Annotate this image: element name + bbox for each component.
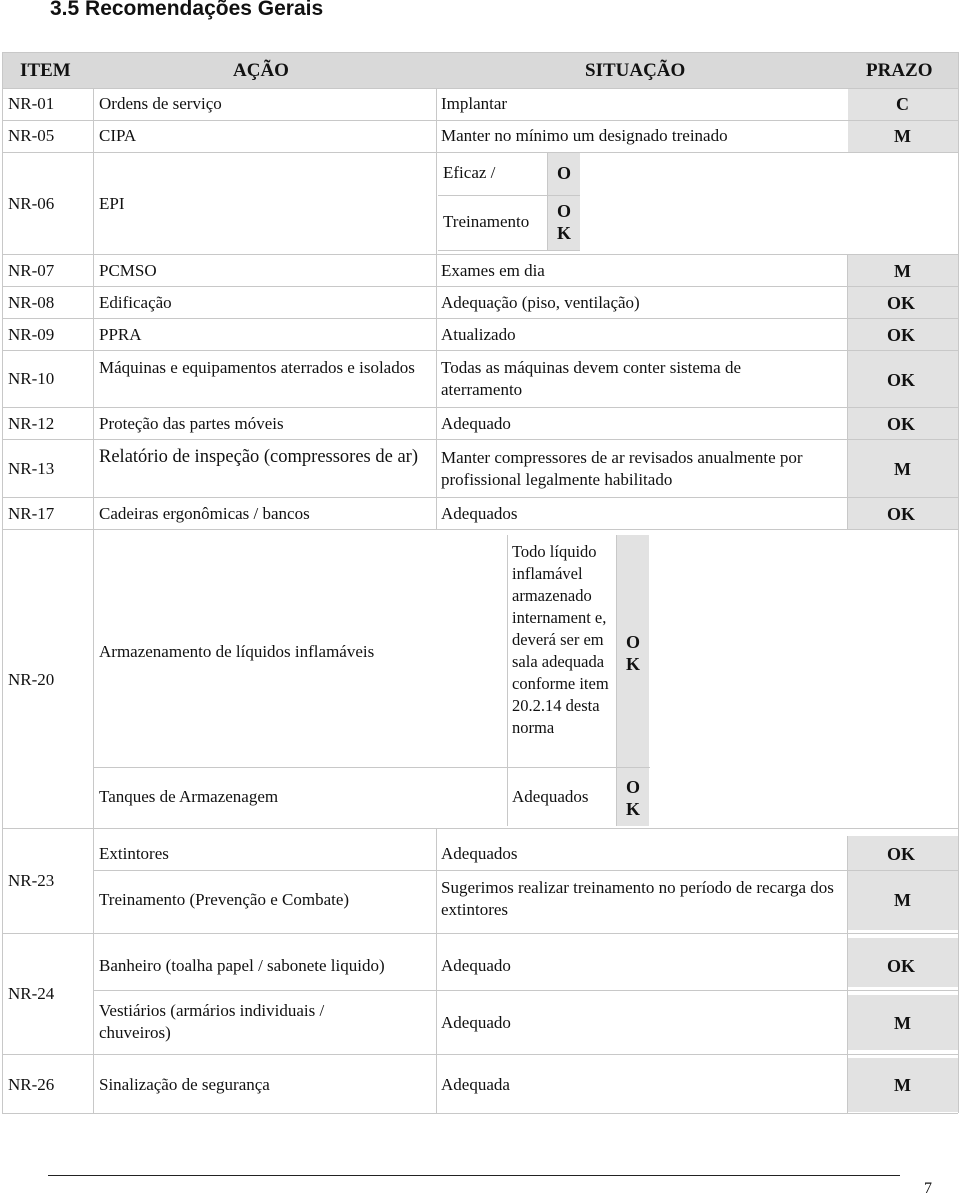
prazo-nr20-sub1: O K	[626, 632, 641, 674]
row-divider	[2, 439, 958, 440]
row-divider	[2, 318, 958, 319]
item-nr09: NR-09	[8, 325, 55, 344]
row-divider	[2, 933, 958, 934]
col-divider	[958, 52, 959, 1113]
acao-nr05: CIPA	[99, 126, 137, 145]
section-title: 3.5 Recomendações Gerais	[50, 0, 324, 20]
situacao-nr17: Adequados	[441, 504, 518, 523]
row-divider	[2, 1054, 958, 1055]
col-divider	[547, 153, 548, 250]
acao-nr08: Edificação	[99, 293, 172, 312]
table-header	[2, 52, 958, 88]
prazo-nr20-sub2: O K	[626, 777, 641, 819]
col-divider	[507, 535, 508, 826]
prazo-nr07: M	[894, 261, 911, 281]
col-divider	[847, 836, 848, 1113]
situacao-nr06-sub2: Treinamento	[443, 212, 530, 231]
situacao-nr26: Adequada	[441, 1075, 510, 1094]
header-prazo: PRAZO	[866, 60, 933, 81]
row-divider	[438, 195, 580, 196]
acao-nr23-sub1: Extintores	[99, 844, 169, 863]
acao-nr07: PCMSO	[99, 261, 157, 280]
situacao-nr01: Implantar	[441, 94, 508, 113]
situacao-nr09: Atualizado	[441, 325, 516, 344]
situacao-nr07: Exames em dia	[441, 261, 545, 280]
item-nr24: NR-24	[8, 984, 55, 1003]
col-divider	[93, 88, 94, 1113]
row-divider	[94, 990, 958, 991]
acao-nr10: Máquinas e equipamentos aterrados e isolados	[99, 358, 415, 377]
acao-nr01: Ordens de serviço	[99, 94, 222, 113]
row-divider	[2, 497, 958, 498]
acao-nr12: Proteção das partes móveis	[99, 414, 284, 433]
prazo-nr01: C	[896, 94, 909, 114]
row-divider	[2, 828, 958, 829]
row-divider	[2, 120, 958, 121]
acao-nr17: Cadeiras ergonômicas / bancos	[99, 504, 310, 523]
prazo-nr24-sub1: OK	[887, 956, 916, 976]
prazo-nr05: M	[894, 126, 911, 146]
prazo-nr24-sub2: M	[894, 1013, 911, 1033]
col-divider	[616, 535, 617, 826]
item-nr17: NR-17	[8, 504, 55, 523]
header-acao: AÇÃO	[233, 60, 289, 81]
col-divider	[2, 52, 3, 1113]
item-nr06: NR-06	[8, 194, 55, 213]
header-item: ITEM	[20, 60, 71, 81]
row-divider	[2, 52, 958, 53]
col-divider	[436, 829, 437, 1113]
acao-nr13: Relatório de inspeção (compressores de ar)	[99, 447, 418, 467]
row-divider	[94, 870, 958, 871]
page-number: 7	[924, 1180, 932, 1197]
row-divider	[2, 350, 958, 351]
item-nr13: NR-13	[8, 459, 55, 478]
prazo-nr23-sub1: OK	[887, 844, 916, 864]
situacao-nr06-sub1: Eficaz /	[443, 163, 496, 182]
acao-nr06: EPI	[99, 194, 125, 213]
item-nr23: NR-23	[8, 871, 55, 890]
prazo-nr13: M	[894, 459, 911, 479]
row-divider	[2, 529, 958, 530]
row-divider	[2, 1113, 958, 1114]
item-nr05: NR-05	[8, 126, 55, 145]
prazo-nr06-sub2: O K	[557, 201, 572, 243]
row-divider	[2, 88, 958, 89]
row-divider	[438, 250, 580, 251]
prazo-nr17: OK	[887, 504, 916, 524]
situacao-nr08: Adequação (piso, ventilação)	[441, 293, 640, 312]
col-divider	[436, 88, 437, 529]
row-divider	[2, 254, 958, 255]
situacao-nr10: Todas as máquinas devem conter sistema de aterramento	[441, 358, 741, 399]
row-divider	[94, 767, 650, 768]
acao-nr20-sub1: Armazenamento de líquidos inflamáveis	[99, 642, 375, 661]
prazo-nr10: OK	[887, 370, 916, 390]
col-divider	[847, 255, 848, 529]
situacao-nr24-sub2: Adequado	[441, 1013, 511, 1032]
header-situacao: SITUAÇÃO	[585, 60, 686, 81]
situacao-nr12: Adequado	[441, 414, 511, 433]
prazo-nr23-sub2: M	[894, 890, 911, 910]
situacao-nr23-sub2: Sugerimos realizar treinamento no período de recarga dos extintores	[441, 878, 834, 919]
row-divider	[2, 286, 958, 287]
item-nr10: NR-10	[8, 369, 55, 388]
item-nr12: NR-12	[8, 414, 55, 433]
row-divider	[2, 407, 958, 408]
acao-nr24-sub2: Vestiários (armários individuais / chuveiros)	[99, 1001, 325, 1042]
prazo-nr08: OK	[887, 293, 916, 313]
acao-nr23-sub2: Treinamento (Prevenção e Combate)	[99, 890, 350, 909]
item-nr08: NR-08	[8, 293, 55, 312]
prazo-nr26: M	[894, 1075, 911, 1095]
prazo-nr09: OK	[887, 325, 916, 345]
situacao-nr20-sub1: Todo líquido inflamável armazenado internament e, deverá ser em sala adequada conforme item 20.2.14 desta norma	[512, 542, 609, 737]
acao-nr09: PPRA	[99, 325, 142, 344]
situacao-nr24-sub1: Adequado	[441, 956, 511, 975]
situacao-nr20-sub2: Adequados	[512, 787, 589, 806]
acao-nr26: Sinalização de segurança	[99, 1075, 270, 1094]
footer-rule	[48, 1175, 900, 1176]
item-nr07: NR-07	[8, 261, 55, 280]
situacao-nr05: Manter no mínimo um designado treinado	[441, 126, 728, 145]
acao-nr20-sub2: Tanques de Armazenagem	[99, 787, 279, 806]
prazo-nr06-sub1: O	[557, 163, 572, 183]
situacao-nr13: Manter compressores de ar revisados anualmente por profissional legalmente habilitado	[441, 448, 803, 489]
situacao-nr23-sub1: Adequados	[441, 844, 518, 863]
item-nr01: NR-01	[8, 94, 55, 113]
acao-nr24-sub1: Banheiro (toalha papel / sabonete liquido)	[99, 956, 385, 975]
row-divider	[2, 152, 958, 153]
item-nr20: NR-20	[8, 670, 55, 689]
item-nr26: NR-26	[8, 1075, 55, 1094]
prazo-nr12: OK	[887, 414, 916, 434]
